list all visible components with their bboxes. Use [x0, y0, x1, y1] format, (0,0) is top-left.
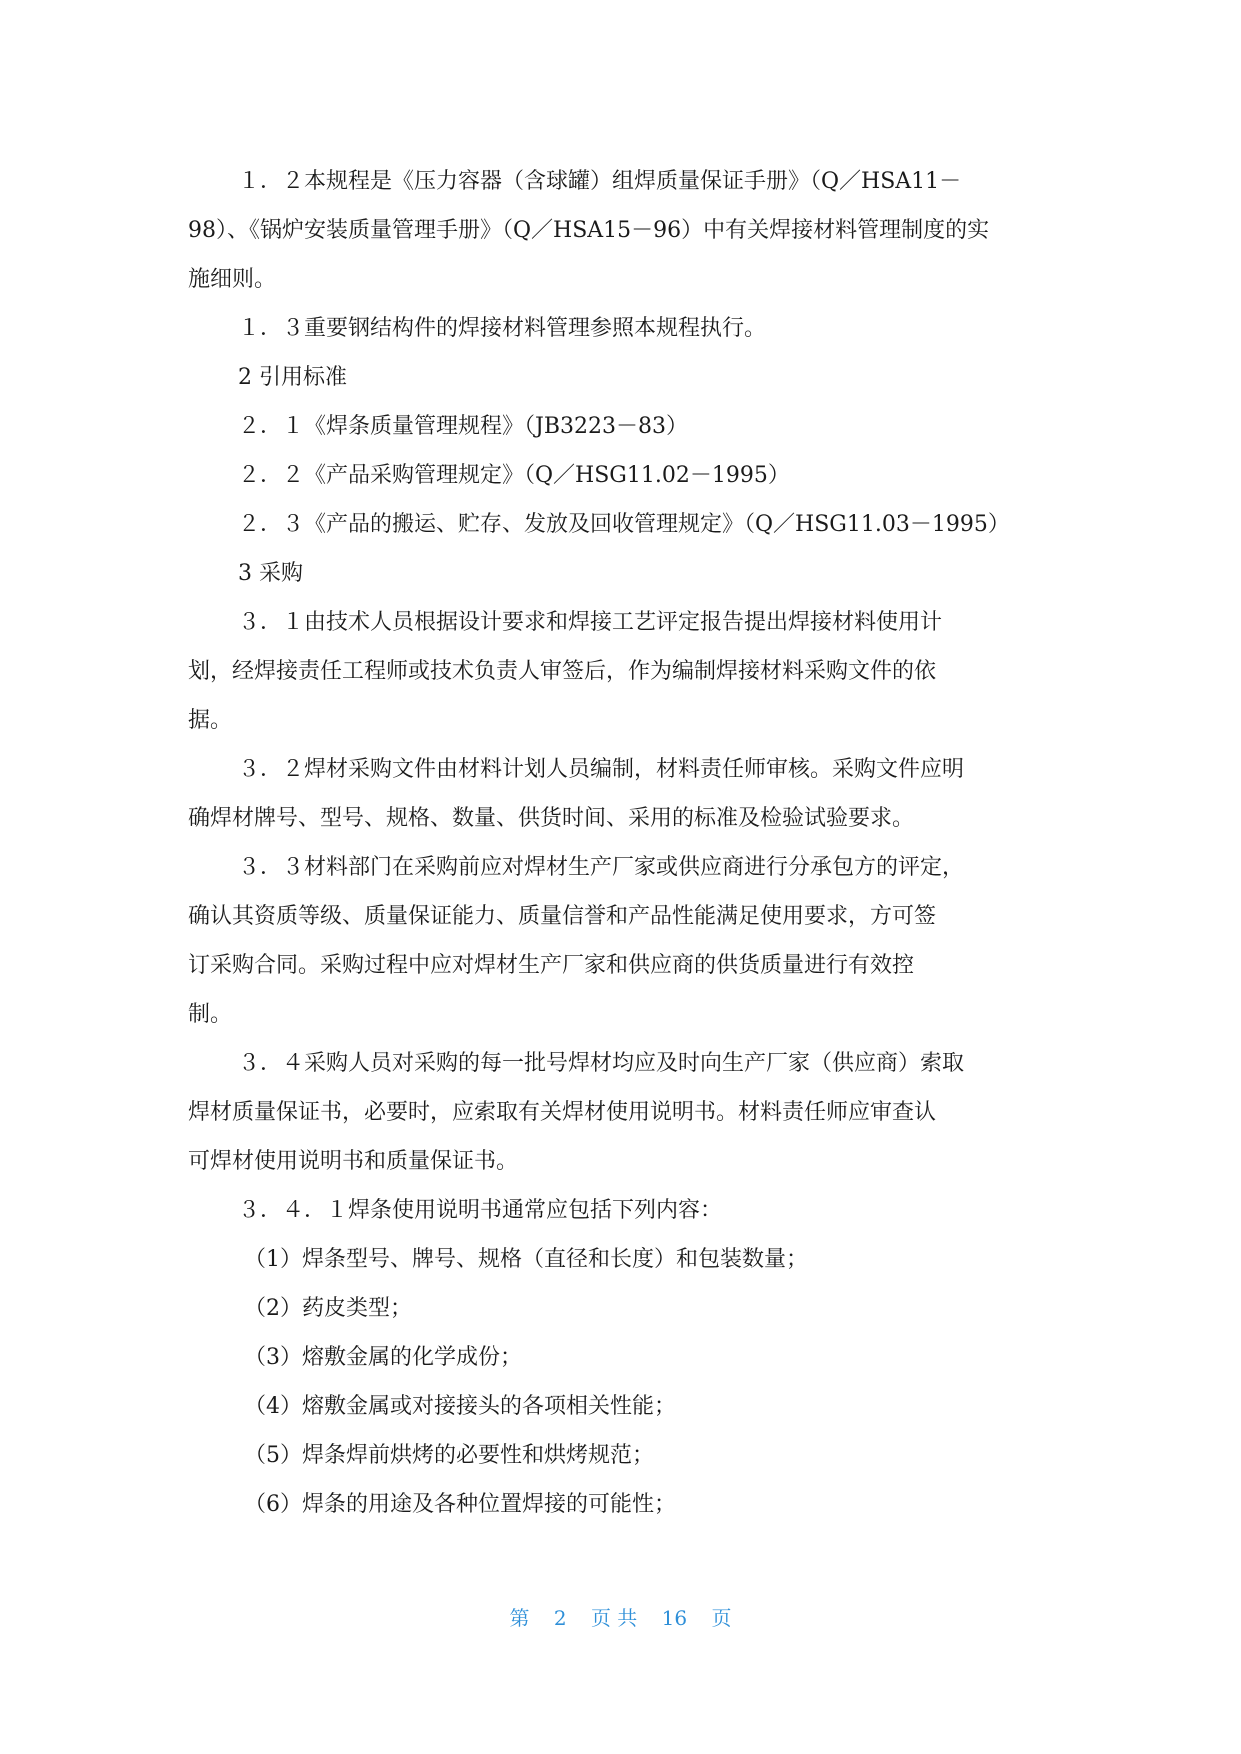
text-line: １．３重要钢结构件的焊接材料管理参照本规程执行。: [238, 316, 767, 341]
paragraph-1-2-cont: [188, 206, 1058, 255]
text-line: ２．２《产品采购管理规定》（Q／HSG11.02－1995）: [238, 463, 790, 488]
current-page-number: 2: [553, 1606, 567, 1630]
list-item-text: （6）焊条的用途及各种位置焊接的可能性；: [244, 1492, 676, 1517]
text-line: 焊材质量保证书，必要时，应索取有关焊材使用说明书。材料责任师应审查认: [188, 1100, 937, 1125]
text-line: ３．２焊材采购文件由材料计划人员编制，材料责任师审核。采购文件应明: [238, 757, 965, 782]
text-line: ３．４采购人员对采购的每一批号焊材均应及时向生产厂家（供应商）索取: [238, 1051, 965, 1076]
footer-label-page: 第: [509, 1606, 530, 1630]
list-item-text: （4）熔敷金属或对接接头的各项相关性能；: [244, 1394, 676, 1419]
paragraph-3-2-cont: [188, 794, 1058, 843]
paragraph-2-2: [188, 451, 1058, 500]
paragraph-3-3: [188, 843, 1058, 892]
text-line: 据。: [188, 708, 233, 733]
paragraph-3-1-cont: [188, 696, 1058, 745]
heading-text: 3 采购: [238, 561, 303, 586]
paragraph-3-4: [188, 1039, 1058, 1088]
paragraph-3-3-cont: [188, 990, 1058, 1039]
page-footer: [0, 1602, 1241, 1631]
list-item: [188, 1382, 1058, 1431]
text-line: 施细则。: [188, 267, 277, 292]
total-pages-number: 16: [661, 1606, 688, 1630]
paragraph-3-3-cont: [188, 941, 1058, 990]
footer-label-of: 页 共: [590, 1606, 638, 1630]
paragraph-3-2: [188, 745, 1058, 794]
text-line: 制。: [188, 1002, 233, 1027]
paragraph-2-3: [188, 500, 1058, 549]
list-item-text: （3）熔敷金属的化学成份；: [244, 1345, 522, 1370]
paragraph-3-1-cont: [188, 647, 1058, 696]
list-item-text: （2）药皮类型；: [244, 1296, 412, 1321]
paragraph-1-2: [188, 157, 1058, 206]
text-line: ２．１《焊条质量管理规程》（JB3223－83）: [238, 414, 688, 439]
list-item: [188, 1284, 1058, 1333]
paragraph-3-1: [188, 598, 1058, 647]
list-item: [188, 1235, 1058, 1284]
text-line: 98）、《锅炉安装质量管理手册》（Q／HSA15－96）中有关焊接材料管理制度的实: [188, 218, 990, 243]
list-item-text: （1）焊条型号、牌号、规格（直径和长度）和包装数量；: [244, 1247, 808, 1272]
heading-text: 2 引用标准: [238, 365, 347, 390]
section-heading-2: [188, 353, 1058, 402]
list-item: [188, 1480, 1058, 1529]
section-heading-3: [188, 549, 1058, 598]
text-line: １．２本规程是《压力容器（含球罐）组焊质量保证手册》（Q／HSA11－: [238, 169, 962, 194]
list-item: [188, 1333, 1058, 1382]
text-line: ３．１由技术人员根据设计要求和焊接工艺评定报告提出焊接材料使用计: [238, 610, 943, 635]
paragraph-3-4-cont: [188, 1088, 1058, 1137]
text-line: 可焊材使用说明书和质量保证书。: [188, 1149, 519, 1174]
paragraph-3-4-1: [188, 1186, 1058, 1235]
list-item-text: （5）焊条焊前烘烤的必要性和烘烤规范；: [244, 1443, 654, 1468]
paragraph-1-2-cont: [188, 255, 1058, 304]
text-line: 订采购合同。采购过程中应对焊材生产厂家和供应商的供货质量进行有效控: [188, 953, 915, 978]
paragraph-1-3: [188, 304, 1058, 353]
paragraph-2-1: [188, 402, 1058, 451]
text-line: 确焊材牌号、型号、规格、数量、供货时间、采用的标准及检验试验要求。: [188, 806, 915, 831]
paragraph-3-3-cont: [188, 892, 1058, 941]
document-body: [188, 157, 1058, 1529]
text-line: ２．３《产品的搬运、贮存、发放及回收管理规定》（Q／HSG11.03－1995）: [238, 512, 1010, 537]
list-item: [188, 1431, 1058, 1480]
text-line: ３．３材料部门在采购前应对焊材生产厂家或供应商进行分承包方的评定，: [238, 855, 965, 880]
footer-label-end: 页: [711, 1606, 732, 1630]
text-line: ３．４．１焊条使用说明书通常应包括下列内容：: [238, 1198, 723, 1223]
text-line: 确认其资质等级、质量保证能力、质量信誉和产品性能满足使用要求，方可签: [188, 904, 937, 929]
paragraph-3-4-cont: [188, 1137, 1058, 1186]
text-line: 划，经焊接责任工程师或技术负责人审签后，作为编制焊接材料采购文件的依: [188, 659, 937, 684]
